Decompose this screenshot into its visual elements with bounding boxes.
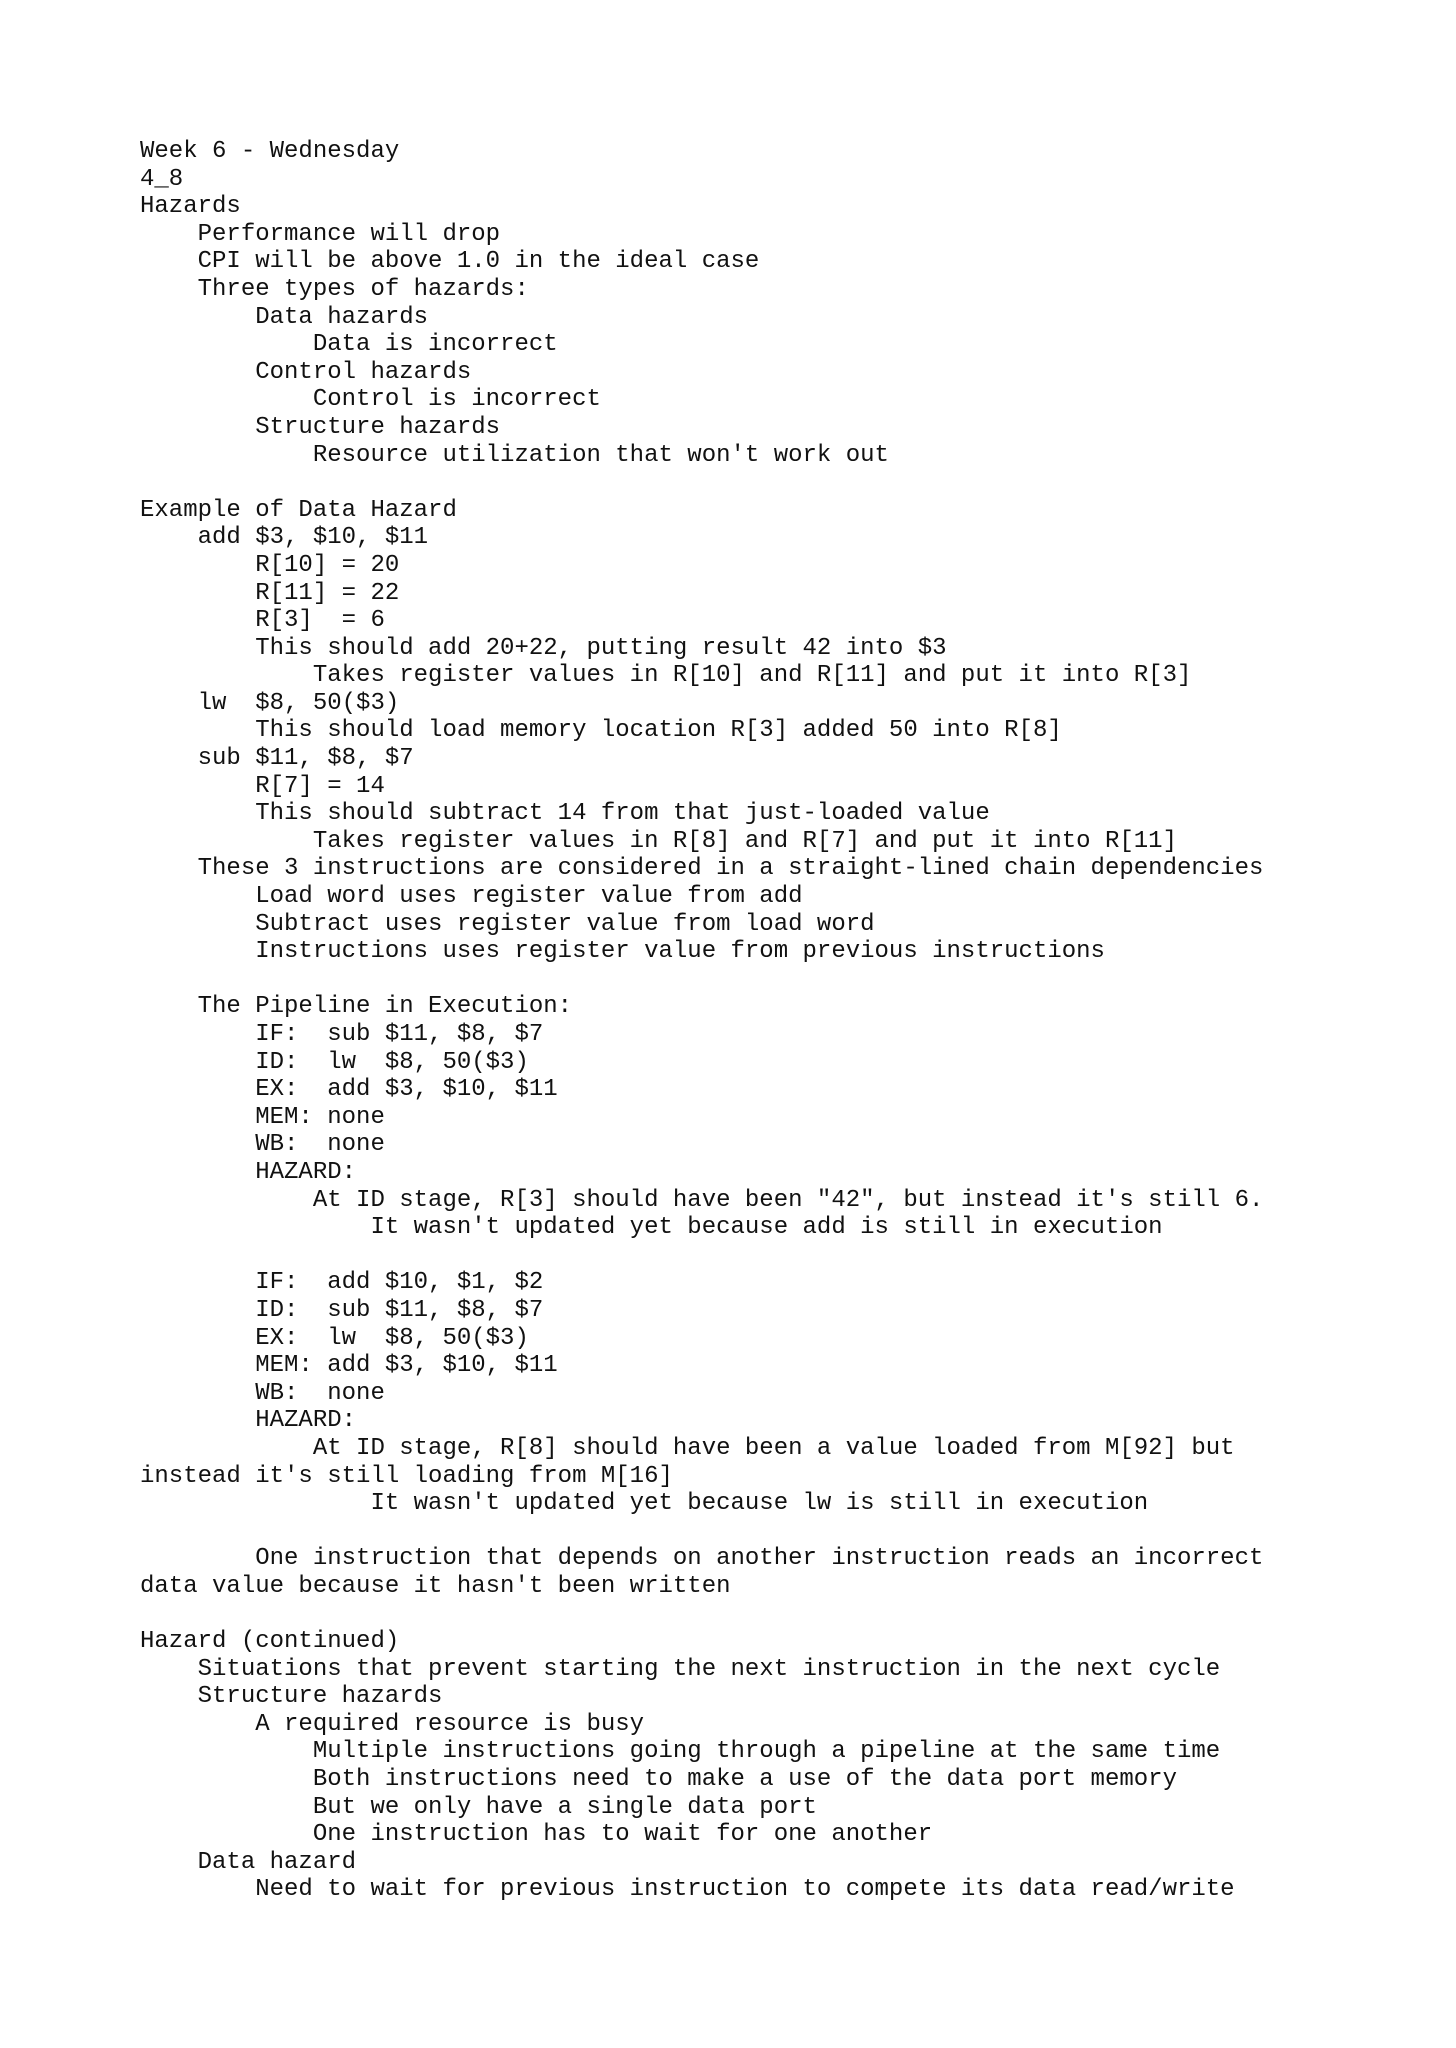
text-line: This should subtract 14 from that just-loaded value	[140, 800, 990, 828]
text-line: Resource utilization that won't work out	[140, 441, 889, 469]
text-line: HAZARD:	[140, 1158, 357, 1186]
text-line: This should add 20+22, putting result 42 into $3	[140, 634, 947, 662]
text-line: Takes register values in R[10] and R[11] and put it into R[3]	[140, 662, 1192, 690]
text-line: Both instructions need to make a use of the data port memory	[140, 1766, 1177, 1794]
text-line: add $3, $10, $11	[140, 524, 429, 552]
text-line: Load word uses register value from add	[140, 883, 803, 911]
text-line: Control is incorrect	[140, 386, 601, 414]
text-line: Hazards	[140, 193, 241, 221]
text-line: ID: sub $11, $8, $7	[140, 1296, 544, 1324]
text-line	[140, 1242, 1263, 1270]
text-line: Data hazards	[140, 303, 429, 331]
text-line: ID: lw $8, 50($3)	[140, 1048, 529, 1076]
text-line: This should load memory location R[3] added 50 into R[8]	[140, 717, 1062, 745]
text-line: Week 6 - Wednesday	[140, 138, 400, 165]
text-line: At ID stage, R[8] should have been a value loaded from M[92] but	[140, 1434, 1235, 1462]
text-line: Multiple instructions going through a pipeline at the same time	[140, 1738, 1221, 1766]
text-line: Need to wait for previous instruction to compete its data read/write	[140, 1876, 1235, 1904]
text-line: R[3] = 6	[140, 607, 385, 635]
text-line: sub $11, $8, $7	[140, 745, 414, 773]
text-line: Hazard (continued)	[140, 1628, 400, 1656]
text-line: R[7] = 14	[140, 772, 385, 800]
text-line: Three types of hazards:	[140, 275, 529, 303]
text-line: At ID stage, R[3] should have been "42", but instead it's still 6.	[140, 1186, 1264, 1214]
text-line: Performance will drop	[140, 220, 501, 248]
text-line: WB: none	[140, 1131, 385, 1159]
text-line: Example of Data Hazard	[140, 496, 457, 524]
text-line: The Pipeline in Execution:	[140, 993, 573, 1021]
text-line: IF: sub $11, $8, $7	[140, 1021, 544, 1048]
text-line: lw $8, 50($3)	[140, 689, 400, 717]
text-line: EX: lw $8, 50($3)	[140, 1324, 529, 1352]
text-line: Subtract uses register value from load word	[140, 910, 875, 938]
text-line: A required resource is busy	[140, 1710, 645, 1738]
text-line: MEM: none	[140, 1103, 385, 1131]
text-line: R[11] = 22	[140, 579, 400, 607]
text-line: Instructions uses register value from previous instructions	[140, 938, 1105, 966]
text-line	[140, 1600, 1263, 1628]
text-line: Structure hazards	[140, 1683, 443, 1711]
text-line: HAZARD:	[140, 1407, 357, 1435]
text-line: One instruction that depends on another instruction reads an incorrect	[140, 1545, 1264, 1573]
text-line: CPI will be above 1.0 in the ideal case	[140, 248, 760, 276]
text-line: IF: add $10, $1, $2	[140, 1269, 544, 1297]
text-line: data value because it hasn't been written	[140, 1572, 731, 1600]
text-line: These 3 instructions are considered in a straight-lined chain dependencies	[140, 855, 1264, 883]
text-line: R[10] = 20	[140, 551, 400, 579]
text-line: Data is incorrect	[140, 331, 558, 359]
text-line	[140, 966, 1263, 994]
text-line: instead it's still loading from M[16]	[140, 1462, 673, 1490]
text-line: It wasn't updated yet because add is still in execution	[140, 1214, 1163, 1242]
text-line	[140, 469, 1263, 497]
text-line	[140, 1518, 1263, 1546]
text-line: Takes register values in R[8] and R[7] and put it into R[11]	[140, 827, 1177, 855]
text-line: 4_8	[140, 165, 184, 193]
text-line: MEM: add $3, $10, $11	[140, 1352, 558, 1380]
text-line: Control hazards	[140, 358, 472, 386]
text-line: But we only have a single data port	[140, 1793, 817, 1821]
text-line: Situations that prevent starting the next instruction in the next cycle	[140, 1655, 1221, 1683]
text-line: One instruction has to wait for one another	[140, 1821, 933, 1849]
text-line: EX: add $3, $10, $11	[140, 1076, 558, 1104]
text-line: WB: none	[140, 1379, 385, 1407]
text-line: It wasn't updated yet because lw is still in execution	[140, 1490, 1149, 1518]
text-line: Structure hazards	[140, 413, 501, 441]
text-line: Data hazard	[140, 1848, 357, 1876]
document-body	[140, 138, 1263, 1904]
